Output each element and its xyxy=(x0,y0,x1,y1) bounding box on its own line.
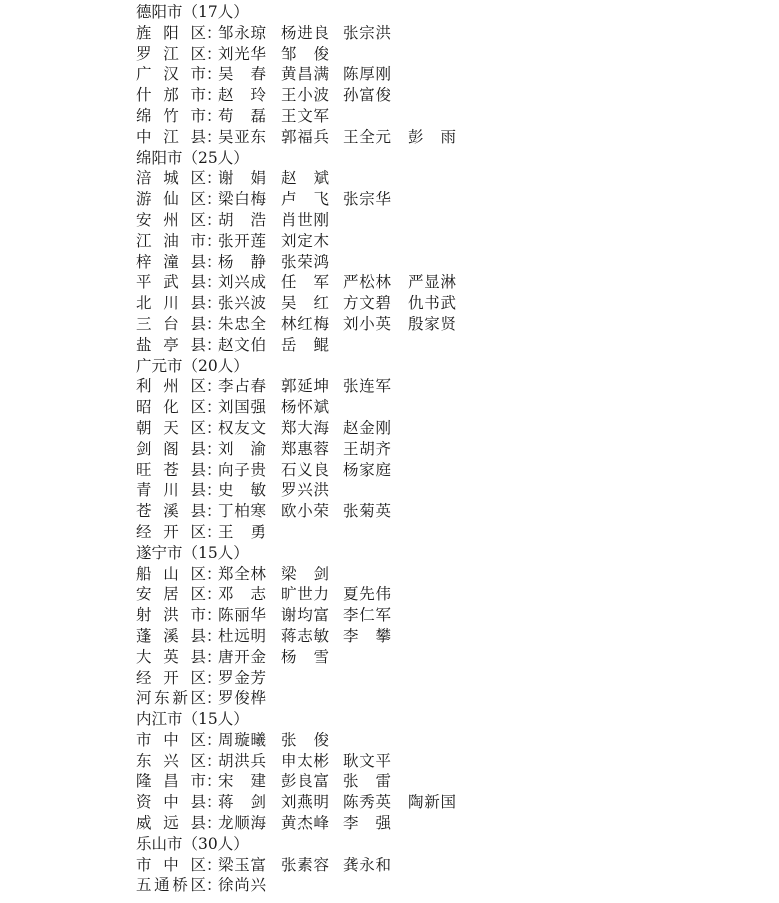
district-label: 威远县 xyxy=(136,814,206,833)
person-name: 张 雷 xyxy=(343,772,391,791)
person-name: 胡洪兵 xyxy=(218,751,266,770)
colon-separator: ： xyxy=(206,814,222,833)
person-name: 赵文伯 xyxy=(218,335,266,354)
person-name: 卢 飞 xyxy=(281,190,329,209)
person-name: 张 俊 xyxy=(281,730,329,749)
person-name: 彭良富 xyxy=(281,772,329,791)
city-heading xyxy=(136,2,249,23)
district-row xyxy=(136,168,329,189)
colon-separator: ： xyxy=(206,751,222,770)
colon-separator: ： xyxy=(206,730,222,749)
person-name: 梁 剑 xyxy=(281,564,329,583)
person-name: 吴 春 xyxy=(218,65,266,84)
person-name: 刘国强 xyxy=(218,398,266,417)
person-name: 张开莲 xyxy=(218,231,266,250)
colon-separator: ： xyxy=(206,169,222,188)
person-name: 周璇曦 xyxy=(218,730,266,749)
person-name: 孙富俊 xyxy=(343,86,391,105)
district-row xyxy=(136,418,391,439)
colon-separator: ： xyxy=(206,772,222,791)
person-name: 张荣鸿 xyxy=(281,252,329,271)
colon-separator: ： xyxy=(206,210,222,229)
person-name: 郭福兵 xyxy=(281,127,329,146)
person-name: 殷家贤 xyxy=(408,314,456,333)
name-list xyxy=(136,2,456,896)
person-name: 龚永和 xyxy=(343,855,391,874)
district-label: 射洪市 xyxy=(136,606,206,625)
district-row xyxy=(136,314,456,335)
person-name: 罗兴洪 xyxy=(281,481,329,500)
district-row xyxy=(136,751,391,772)
district-row xyxy=(136,106,329,127)
district-label: 船山区 xyxy=(136,564,206,583)
person-name: 黄杰峰 xyxy=(281,814,329,833)
district-label: 经开区 xyxy=(136,522,206,541)
person-name: 方文碧 xyxy=(343,294,391,313)
person-name: 申太彬 xyxy=(281,751,329,770)
person-name: 龙顺海 xyxy=(218,814,266,833)
colon-separator: ： xyxy=(206,481,222,500)
person-name: 李 强 xyxy=(343,814,391,833)
district-label: 罗江区 xyxy=(136,44,206,63)
district-label: 剑阁县 xyxy=(136,439,206,458)
person-name: 杨家庭 xyxy=(343,460,391,479)
colon-separator: ： xyxy=(206,335,222,354)
district-label: 游仙区 xyxy=(136,190,206,209)
colon-separator: ： xyxy=(206,65,222,84)
person-name: 吴亚东 xyxy=(218,127,266,146)
district-label: 广汉市 xyxy=(136,65,206,84)
person-name: 唐开金 xyxy=(218,647,266,666)
district-row xyxy=(136,189,391,210)
person-name: 郑惠蓉 xyxy=(281,439,329,458)
person-name: 王 勇 xyxy=(218,522,266,541)
person-name: 梁玉富 xyxy=(218,855,266,874)
colon-separator: ： xyxy=(206,23,222,42)
district-label: 市中区 xyxy=(136,730,206,749)
person-name: 苟 磊 xyxy=(218,106,266,125)
person-name: 邹 俊 xyxy=(281,44,329,63)
colon-separator: ： xyxy=(206,855,222,874)
district-row xyxy=(136,564,329,585)
person-name: 郭延坤 xyxy=(281,377,329,396)
district-row xyxy=(136,688,266,709)
person-name: 吴 红 xyxy=(281,294,329,313)
district-label: 旺苍县 xyxy=(136,460,206,479)
person-name: 夏先伟 xyxy=(343,585,391,604)
district-label: 五通桥区 xyxy=(136,876,206,895)
district-row xyxy=(136,335,329,356)
person-name: 赵 斌 xyxy=(281,169,329,188)
person-name: 黄昌满 xyxy=(281,65,329,84)
district-label: 经开区 xyxy=(136,668,206,687)
person-name: 陈丽华 xyxy=(218,606,266,625)
district-row xyxy=(136,376,391,397)
person-name: 张连军 xyxy=(343,377,391,396)
district-row xyxy=(136,231,329,252)
district-label: 中江县 xyxy=(136,127,206,146)
person-name: 陈秀英 xyxy=(343,793,391,812)
person-name: 仇书武 xyxy=(408,294,456,313)
person-name: 刘定木 xyxy=(281,231,329,250)
district-label: 大英县 xyxy=(136,647,206,666)
district-row xyxy=(136,584,391,605)
city-heading-text: 德阳市（17人） xyxy=(136,3,249,21)
person-name: 蒋志敏 xyxy=(281,626,329,645)
district-label: 三台县 xyxy=(136,314,206,333)
colon-separator: ： xyxy=(206,522,222,541)
person-name: 张宗华 xyxy=(343,190,391,209)
district-row xyxy=(136,64,391,85)
colon-separator: ： xyxy=(206,252,222,271)
colon-separator: ： xyxy=(206,377,222,396)
person-name: 刘燕明 xyxy=(281,793,329,812)
person-name: 杨进良 xyxy=(281,23,329,42)
colon-separator: ： xyxy=(206,647,222,666)
colon-separator: ： xyxy=(206,127,222,146)
colon-separator: ： xyxy=(206,585,222,604)
colon-separator: ： xyxy=(206,668,222,687)
district-row xyxy=(136,626,391,647)
district-row xyxy=(136,127,456,148)
district-label: 涪城区 xyxy=(136,169,206,188)
district-row xyxy=(136,501,391,522)
person-name: 朱忠全 xyxy=(218,314,266,333)
district-row xyxy=(136,855,391,876)
city-heading-text: 乐山市（30人） xyxy=(136,834,249,853)
district-label: 绵竹市 xyxy=(136,106,206,125)
person-name: 王小波 xyxy=(281,86,329,105)
person-name: 欧小荣 xyxy=(281,502,329,521)
person-name: 徐尚兴 xyxy=(218,876,266,895)
person-name: 邓 志 xyxy=(218,585,266,604)
district-row xyxy=(136,210,329,231)
person-name: 罗金芳 xyxy=(218,668,266,687)
person-name: 耿文平 xyxy=(343,751,391,770)
person-name: 刘小英 xyxy=(343,314,391,333)
person-name: 杨 静 xyxy=(218,252,266,271)
person-name: 岳 鲲 xyxy=(281,335,329,354)
district-row xyxy=(136,647,329,668)
district-label: 盐亭县 xyxy=(136,335,206,354)
district-row xyxy=(136,668,266,689)
district-label: 市中区 xyxy=(136,855,206,874)
district-label: 资中县 xyxy=(136,793,206,812)
person-name: 向子贵 xyxy=(218,460,266,479)
person-name: 陈厚刚 xyxy=(343,65,391,84)
person-name: 谢均富 xyxy=(281,606,329,625)
district-row xyxy=(136,272,456,293)
district-row xyxy=(136,460,391,481)
person-name: 王文军 xyxy=(281,106,329,125)
person-name: 张菊英 xyxy=(343,502,391,521)
person-name: 彭 雨 xyxy=(408,127,456,146)
district-row xyxy=(136,23,391,44)
city-heading-text: 绵阳市（25人） xyxy=(136,148,249,167)
person-name: 任 军 xyxy=(281,273,329,292)
city-heading-text: 内江市（15人） xyxy=(136,710,249,729)
district-row xyxy=(136,730,329,751)
colon-separator: ： xyxy=(206,190,222,209)
colon-separator: ： xyxy=(206,606,222,625)
city-heading xyxy=(136,148,249,169)
person-name: 权友文 xyxy=(218,418,266,437)
district-label: 安州区 xyxy=(136,210,206,229)
district-label: 苍溪县 xyxy=(136,502,206,521)
district-label: 昭化区 xyxy=(136,398,206,417)
person-name: 严显淋 xyxy=(408,273,456,292)
district-label: 隆昌市 xyxy=(136,772,206,791)
district-row xyxy=(136,771,391,792)
person-name: 杨怀斌 xyxy=(281,398,329,417)
city-heading-text: 广元市（20人） xyxy=(136,356,249,375)
colon-separator: ： xyxy=(206,231,222,250)
colon-separator: ： xyxy=(206,418,222,437)
person-name: 杨 雪 xyxy=(281,647,329,666)
city-heading xyxy=(136,356,249,377)
district-label: 东兴区 xyxy=(136,751,206,770)
colon-separator: ： xyxy=(206,502,222,521)
city-heading xyxy=(136,834,249,855)
person-name: 李 攀 xyxy=(343,626,391,645)
person-name: 王胡齐 xyxy=(343,439,391,458)
district-row xyxy=(136,252,329,273)
person-name: 罗俊桦 xyxy=(218,689,266,708)
colon-separator: ： xyxy=(206,44,222,63)
person-name: 郑大海 xyxy=(281,418,329,437)
colon-separator: ： xyxy=(206,439,222,458)
colon-separator: ： xyxy=(206,314,222,333)
district-label: 江油市 xyxy=(136,231,206,250)
person-name: 李占春 xyxy=(218,377,266,396)
person-name: 严松林 xyxy=(343,273,391,292)
person-name: 蒋 剑 xyxy=(218,793,266,812)
district-row xyxy=(136,813,391,834)
person-name: 杜远明 xyxy=(218,626,266,645)
colon-separator: ： xyxy=(206,273,222,292)
person-name: 赵金刚 xyxy=(343,418,391,437)
city-heading-text: 遂宁市（15人） xyxy=(136,543,249,562)
district-row xyxy=(136,875,266,896)
district-row xyxy=(136,293,456,314)
person-name: 李仁军 xyxy=(343,606,391,625)
district-row xyxy=(136,44,329,65)
person-name: 邹永琼 xyxy=(218,23,266,42)
district-label: 利州区 xyxy=(136,377,206,396)
person-name: 旷世力 xyxy=(281,585,329,604)
district-row xyxy=(136,522,266,543)
district-label: 什邡市 xyxy=(136,86,206,105)
district-row xyxy=(136,397,329,418)
person-name: 林红梅 xyxy=(281,314,329,333)
person-name: 肖世刚 xyxy=(281,210,329,229)
person-name: 张宗洪 xyxy=(343,23,391,42)
person-name: 胡 浩 xyxy=(218,210,266,229)
person-name: 郑全林 xyxy=(218,564,266,583)
person-name: 刘光华 xyxy=(218,44,266,63)
district-row xyxy=(136,792,456,813)
colon-separator: ： xyxy=(206,876,222,895)
person-name: 石义良 xyxy=(281,460,329,479)
colon-separator: ： xyxy=(206,793,222,812)
person-name: 王全元 xyxy=(343,127,391,146)
city-heading xyxy=(136,709,249,730)
district-label: 朝天区 xyxy=(136,418,206,437)
district-label: 旌阳区 xyxy=(136,23,206,42)
person-name: 史 敏 xyxy=(218,481,266,500)
district-label: 蓬溪县 xyxy=(136,626,206,645)
person-name: 宋 建 xyxy=(218,772,266,791)
district-row xyxy=(136,605,391,626)
district-label: 梓潼县 xyxy=(136,252,206,271)
person-name: 梁白梅 xyxy=(218,190,266,209)
colon-separator: ： xyxy=(206,460,222,479)
district-row xyxy=(136,480,329,501)
person-name: 刘兴成 xyxy=(218,273,266,292)
colon-separator: ： xyxy=(206,398,222,417)
colon-separator: ： xyxy=(206,106,222,125)
city-heading xyxy=(136,543,249,564)
colon-separator: ： xyxy=(206,564,222,583)
colon-separator: ： xyxy=(206,689,222,708)
person-name: 刘 渝 xyxy=(218,439,266,458)
district-row xyxy=(136,85,391,106)
person-name: 丁柏寒 xyxy=(218,502,266,521)
colon-separator: ： xyxy=(206,626,222,645)
person-name: 赵 玲 xyxy=(218,86,266,105)
colon-separator: ： xyxy=(206,86,222,105)
district-label: 安居区 xyxy=(136,585,206,604)
district-label: 北川县 xyxy=(136,294,206,313)
person-name: 陶新国 xyxy=(408,793,456,812)
colon-separator: ： xyxy=(206,294,222,313)
person-name: 张兴波 xyxy=(218,294,266,313)
district-label: 河东新区 xyxy=(136,689,206,708)
district-label: 青川县 xyxy=(136,481,206,500)
district-row xyxy=(136,439,391,460)
district-label: 平武县 xyxy=(136,273,206,292)
person-name: 张素容 xyxy=(281,855,329,874)
person-name: 谢 娟 xyxy=(218,169,266,188)
